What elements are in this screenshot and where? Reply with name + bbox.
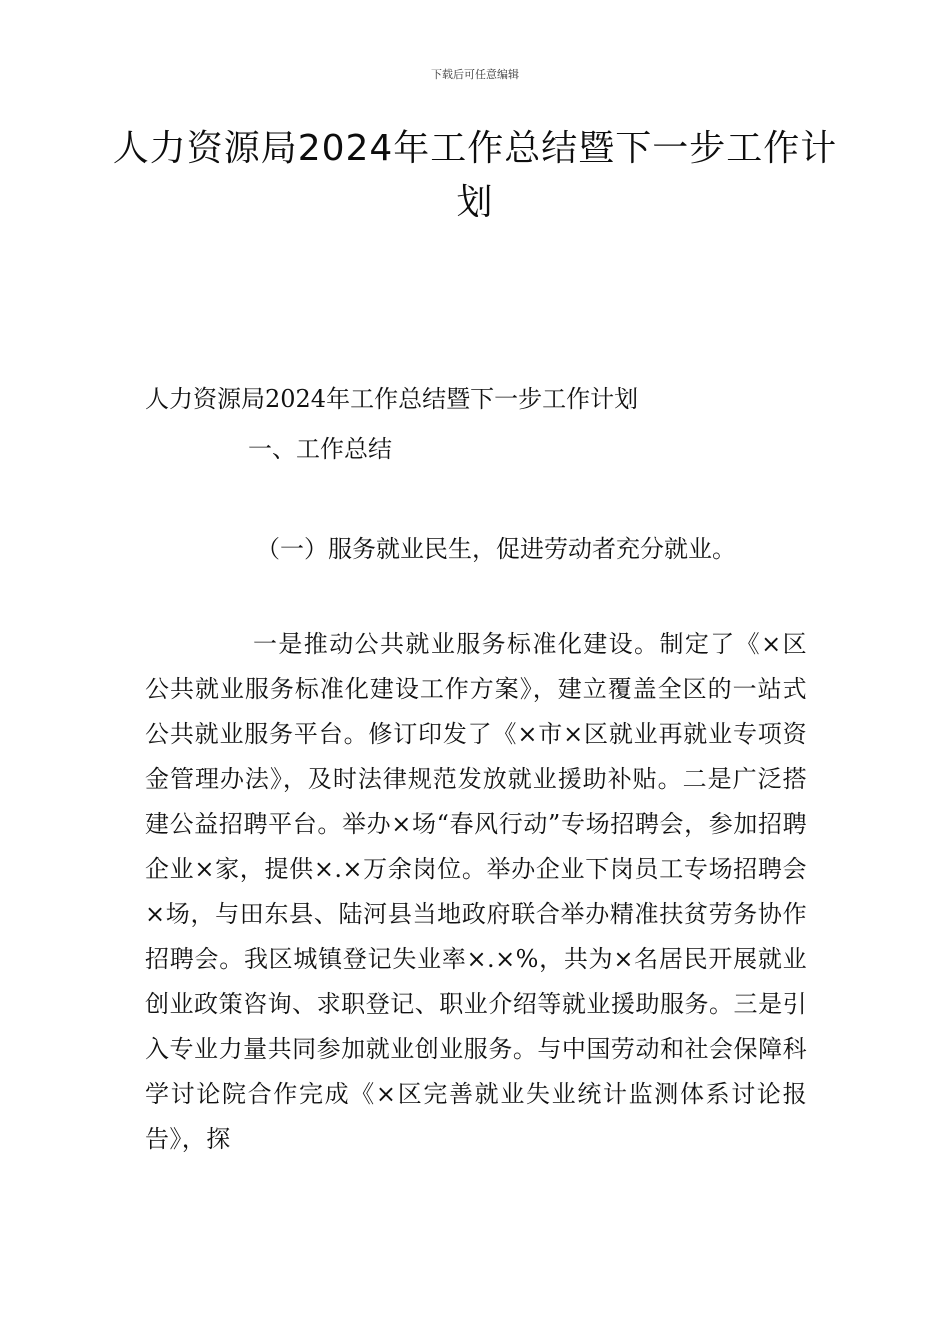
subsection-heading: （一）服务就业民生，促进劳动者充分就业。 — [256, 535, 736, 563]
document-subtitle: 人力资源局2024年工作总结暨下一步工作计划 — [145, 385, 639, 413]
body-paragraph: 一是推动公共就业服务标准化建设。制定了《×区公共就业服务标准化建设工作方案》，建立覆盖全区的一站式公共就业服务平台。修订印发了《×市×区就业再就业专项资金管理办法》，及时法律规范发放就业援助补贴。二是广泛搭建公益招聘平台。举办×场“春风行动”专场招聘会，参加招聘企业×家，提供×.×万余岗位。举办企业下岗员工专场招聘会×场，与田东县、陆河县当地政府联合举办精准扶贫劳务协作招聘会。我区城镇登记失业率×.×%，共为×名居民开展就业创业政策咨询、求职登记、职业介绍等就业援助服务。三是引入专业力量共同参加就业创业服务。与中国劳动和社会保障科学讨论院合作完成《×区完善就业失业统计监测体系讨论报告》，探 — [145, 630, 807, 1153]
document-title: 人力资源局2024年工作总结暨下一步工作计划 — [112, 128, 838, 223]
header-note: 下载后可任意编辑 — [431, 68, 519, 81]
section-heading: 一、工作总结 — [248, 435, 392, 463]
